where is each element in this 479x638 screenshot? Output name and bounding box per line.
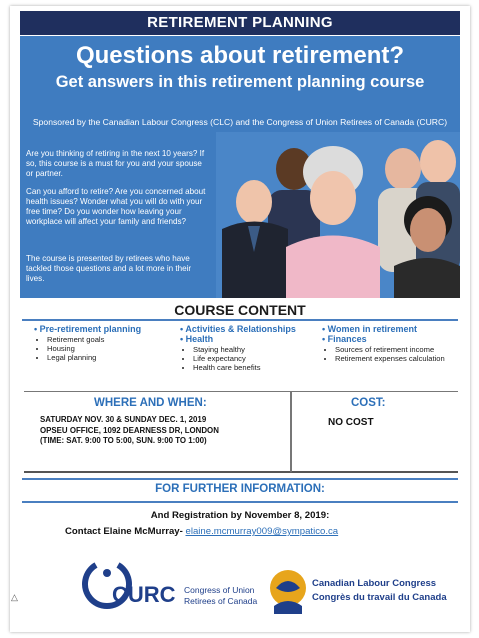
curc-name-line2: Retirees of Canada [184,596,258,606]
further-info-heading: FOR FURTHER INFORMATION: [155,483,325,495]
clc-logo-mark [266,566,456,616]
topic-heading: • Activities & Relationships [180,324,296,334]
contact-email-link[interactable]: elaine.mcmurray009@sympatico.ca [185,526,339,537]
questions-paragraph: Can you afford to retire? Are you concerned about health issues? Wonder what you will do with your free time? Do you wonder how leaving your workplace will affect your family and friends? [26,187,206,226]
course-column-1 [34,324,174,364]
course-content-title: COURSE CONTENT [174,302,306,318]
event-dates: SATURDAY NOV. 30 & SUNDAY DEC. 1, 2019 [40,415,207,424]
list-item: • Sources of retirement income [335,345,462,354]
clc-name-en: Canadian Labour Congress [312,578,437,589]
hero-banner [20,36,460,298]
list-item: • Housing [47,344,174,353]
contact-label: Contact Elaine McMurray- [65,526,183,537]
cost-heading: COST: [351,397,386,409]
topic-heading: • Health [180,334,214,344]
divider [22,319,458,321]
cost-value: NO COST [328,417,374,428]
topic-list [180,345,320,373]
topic-heading: • Pre-retirement planning [34,324,142,334]
headline: Questions about retirement? [75,42,405,69]
event-times: (TIME: SAT. 9:00 TO 5:00, SUN. 9:00 TO 1:00) [40,436,207,445]
clc-name-fr: Congrès du travail du Canada [312,592,447,603]
curc-logo-mark [80,559,260,619]
list-item: • Life expectancy [193,354,320,363]
event-details [40,415,219,447]
group-of-retirees-photo [216,132,460,298]
curc-wordmark: CURC [112,582,176,607]
divider [22,478,458,480]
topic-heading: • Women in retirement [322,324,418,334]
presenters-paragraph: The course is presented by retirees who have tackled those questions and a lot more in their lives. [26,254,192,283]
topic-list [322,345,462,363]
list-item: • Legal planning [47,353,174,362]
photo-illustration [216,132,460,298]
sponsor-line: Sponsored by the Canadian Labour Congress (CLC) and the Congress of Union Retirees of Canada (CURC) [32,117,448,127]
subheadline: Get answers in this retirement planning course [55,73,425,91]
divider [22,501,458,503]
topic-heading: • Finances [322,334,367,344]
registration-deadline: And Registration by November 8, 2019: [150,510,330,521]
course-column-2 [180,324,320,374]
list-item: • Retirement expenses calculation [335,354,462,363]
where-when-heading: WHERE AND WHEN: [94,397,207,409]
contact-line [65,526,338,537]
curc-name-line1: Congress of Union [184,585,255,595]
intro-paragraph: Are you thinking of retiring in the next 10 years? If so, this course is a must for you and your spouse or partner. [26,149,205,178]
recycle-icon: △ [11,592,18,602]
flyer-page [10,6,470,632]
topic-list [34,335,174,363]
course-column-3 [322,324,462,364]
list-item: • Retirement goals [47,335,174,344]
event-location: OPSEU OFFICE, 1092 DEARNESS DR, LONDON [40,425,219,435]
clc-logo [266,566,456,616]
list-item: • Staying healthy [193,345,320,354]
list-item: • Health care benefits [193,363,320,372]
curc-logo [80,559,260,619]
page-title: RETIREMENT PLANNING [20,11,460,35]
